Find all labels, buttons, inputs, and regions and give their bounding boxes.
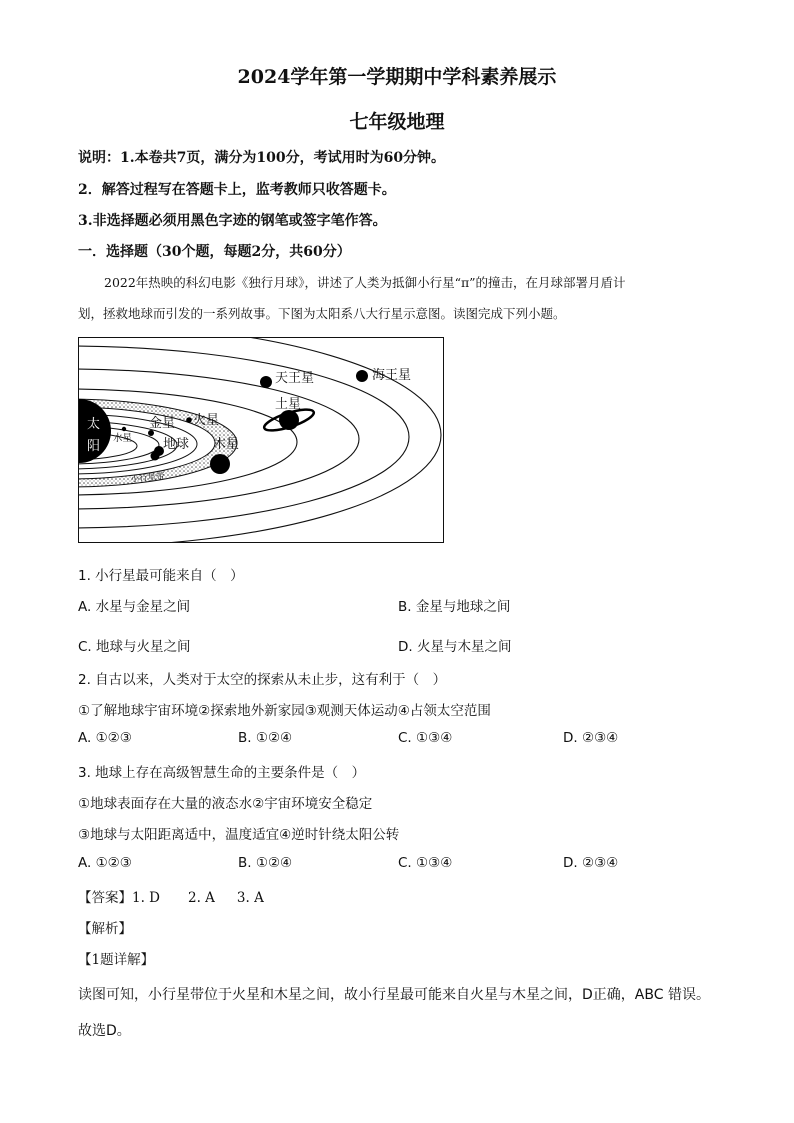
question-2-statements: ①了解地球宇宙环境②探索地外新家园③观测天体运动④占领太空范围	[78, 703, 491, 719]
instruction-3: 3.非选择题必须用黑色字迹的钢笔或签字笔作答。	[78, 213, 387, 229]
answer-3: 3. A	[236, 890, 264, 906]
question-2-option-b: B. ①②④	[238, 730, 293, 746]
earth-orbit-dot-icon	[151, 452, 160, 461]
question-1-option-d: D. 火星与木星之间	[398, 639, 512, 655]
asteroid-belt-label: 小行星带	[130, 471, 166, 485]
answer-line	[78, 886, 264, 906]
answer-2: 2. A	[188, 890, 215, 906]
analysis-label: 【解析】	[78, 921, 132, 937]
uranus-label: 天王星	[275, 371, 315, 386]
answer-label: 【答案】	[78, 890, 132, 906]
sun-label-bottom: 阳	[87, 439, 101, 454]
section-heading: 一．选择题（30个题，每题2分，共60分）	[78, 244, 351, 260]
instruction-2: 2．解答过程写在答题卡上，监考教师只收答题卡。	[78, 182, 396, 198]
question-2-option-a: A. ①②③	[78, 730, 132, 746]
solar-system-svg	[79, 338, 444, 543]
saturn-icon	[279, 410, 299, 430]
question-3-option-a: A. ①②③	[78, 855, 132, 871]
question-2-option-c: C. ①③④	[398, 730, 453, 746]
intro-line-1: 2022年热映的科幻电影《独行月球》，讲述了人类为抵御小行星“π”的撞击，在月球部署月盾计	[104, 275, 626, 290]
mercury-label: 水星	[113, 433, 133, 444]
uranus-icon	[260, 376, 272, 388]
venus-label: 金星	[149, 416, 176, 431]
sun-label-top: 太	[87, 417, 101, 432]
exam-title: 2024学年第一学期期中学科素养展示	[237, 66, 557, 88]
conclusion-text: 故选D。	[78, 1023, 131, 1039]
question-3-option-b: B. ①②④	[238, 855, 293, 871]
jupiter-label: 木星	[213, 437, 240, 452]
question-3-statements-2: ③地球与太阳距离适中，温度适宜④逆时针绕太阳公转	[78, 827, 400, 843]
question-1-option-c: C. 地球与火星之间	[78, 639, 191, 655]
detail-text: 读图可知，小行星带位于火星和木星之间，故小行星最可能来自火星与木星之间，D正确，ABC 错误。	[78, 987, 710, 1003]
question-1-stem: 1. 小行星最可能来自（ ）	[78, 568, 244, 584]
question-3-statements-1: ①地球表面存在大量的液态水②宇宙环境安全稳定	[78, 796, 373, 812]
question-1-option-b: B. 金星与地球之间	[398, 599, 511, 615]
neptune-icon	[356, 370, 368, 382]
question-3-stem: 3. 地球上存在高级智慧生命的主要条件是（ ）	[78, 765, 366, 781]
neptune-label: 海王星	[372, 368, 412, 383]
intro-line-2: 划，拯救地球而引发的一系列故事。下图为太阳系八大行星示意图。读图完成下列小题。	[78, 306, 566, 321]
solar-system-diagram	[78, 337, 444, 543]
question-2-stem: 2. 自古以来，人类对于太空的探索从未止步，这有利于（ ）	[78, 672, 447, 688]
question-2-option-d: D. ②③④	[563, 730, 619, 746]
question-1-option-a: A. 水星与金星之间	[78, 599, 191, 615]
answer-1: 1. D	[132, 890, 160, 906]
detail-label: 【1题详解】	[78, 952, 155, 968]
earth-label: 地球	[163, 437, 190, 452]
instruction-1: 说明：1.本卷共7页，满分为100分，考试用时为60分钟。	[78, 150, 446, 166]
saturn-label: 土星	[275, 397, 302, 412]
jupiter-icon	[210, 454, 230, 474]
mars-icon	[186, 417, 192, 423]
question-3-option-c: C. ①③④	[398, 855, 453, 871]
exam-subtitle: 七年级地理	[349, 111, 445, 133]
mars-label: 火星	[193, 413, 220, 428]
question-3-option-d: D. ②③④	[563, 855, 619, 871]
mercury-icon	[122, 427, 126, 431]
